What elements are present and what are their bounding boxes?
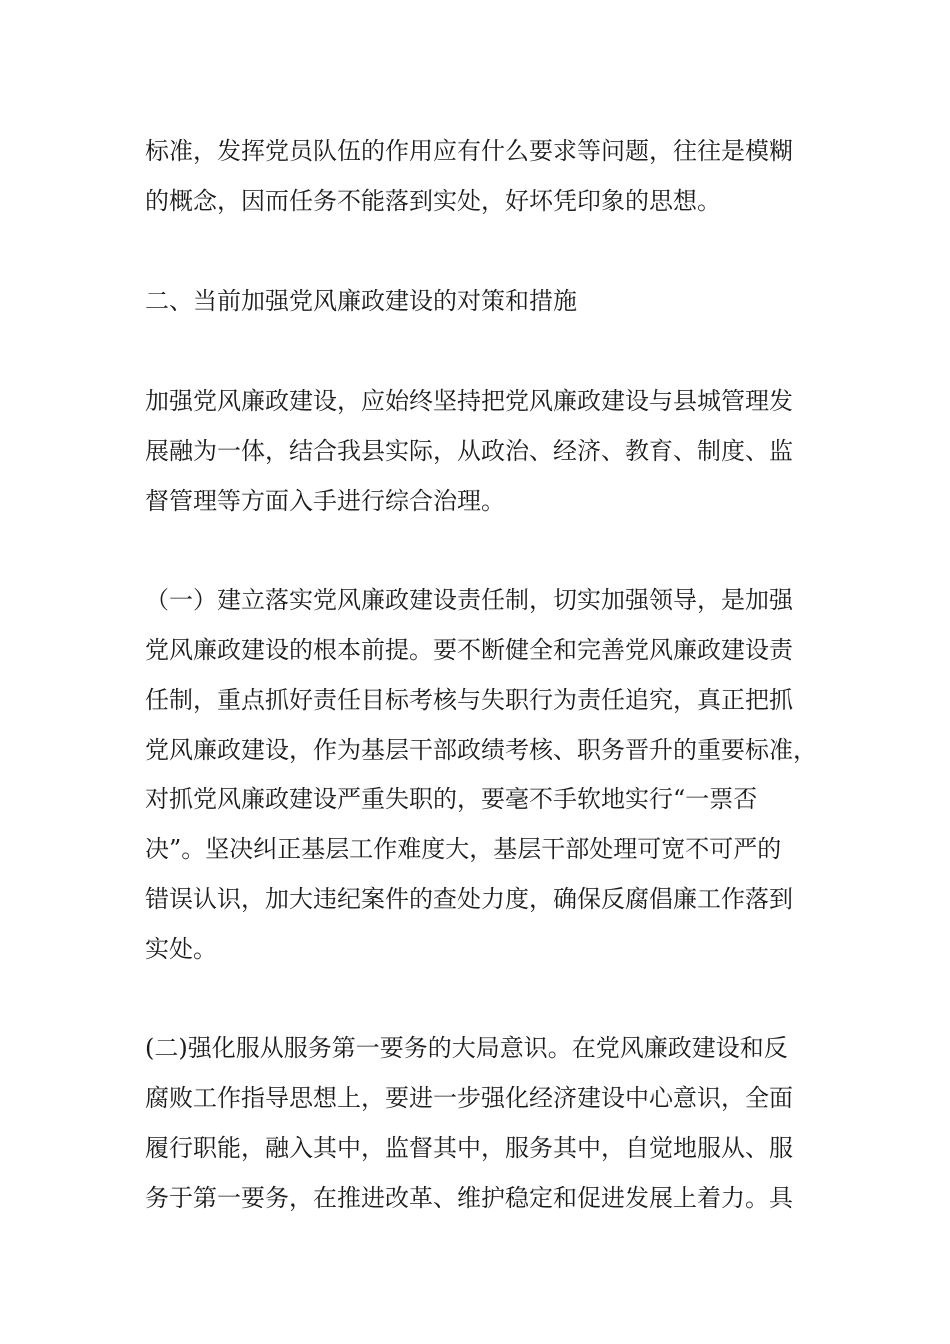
text-line: 实处。 xyxy=(145,935,217,963)
text-line: 对抓党风廉政建设严重失职的，要毫不手软地实行“一票否 xyxy=(145,785,758,813)
text-line: 务于第一要务，在推进改革、维护稳定和促进发展上着力。具 xyxy=(145,1184,793,1212)
text-line: （一）建立落实党风廉政建设责任制，切实加强领导，是加强 xyxy=(145,586,793,614)
text-line: (二)强化服从服务第一要务的大局意识。在党风廉政建设和反 xyxy=(145,1034,788,1062)
text-line: 任制，重点抓好责任目标考核与失职行为责任追究，真正把抓 xyxy=(145,686,793,714)
text-line: 督管理等方面入手进行综合治理。 xyxy=(145,487,505,515)
text-line: 错误认识，加大违纪案件的查处力度，确保反腐倡廉工作落到 xyxy=(145,885,793,913)
text-line: 决”。坚决纠正基层工作难度大，基层干部处理可宽不可严的 xyxy=(145,835,782,863)
text-line: 腐败工作指导思想上，要进一步强化经济建设中心意识，全面 xyxy=(145,1084,793,1112)
text-line: 的概念，因而任务不能落到实处，好坏凭印象的思想。 xyxy=(145,187,721,215)
text-line: 履行职能，融入其中，监督其中，服务其中，自觉地服从、服 xyxy=(145,1134,793,1162)
text-line: 加强党风廉政建设，应始终坚持把党风廉政建设与县城管理发 xyxy=(145,387,793,415)
text-line: 标准，发挥党员队伍的作用应有什么要求等问题，往往是模糊 xyxy=(145,137,793,165)
text-line: 党风廉政建设的根本前提。要不断健全和完善党风廉政建设责 xyxy=(145,636,793,664)
text-line: 党风廉政建设，作为基层干部政绩考核、职务晋升的重要标准， xyxy=(145,736,817,764)
section-heading: 二、当前加强党风廉政建设的对策和措施 xyxy=(145,287,577,315)
text-line: 展融为一体，结合我县实际，从政治、经济、教育、制度、监 xyxy=(145,437,793,465)
